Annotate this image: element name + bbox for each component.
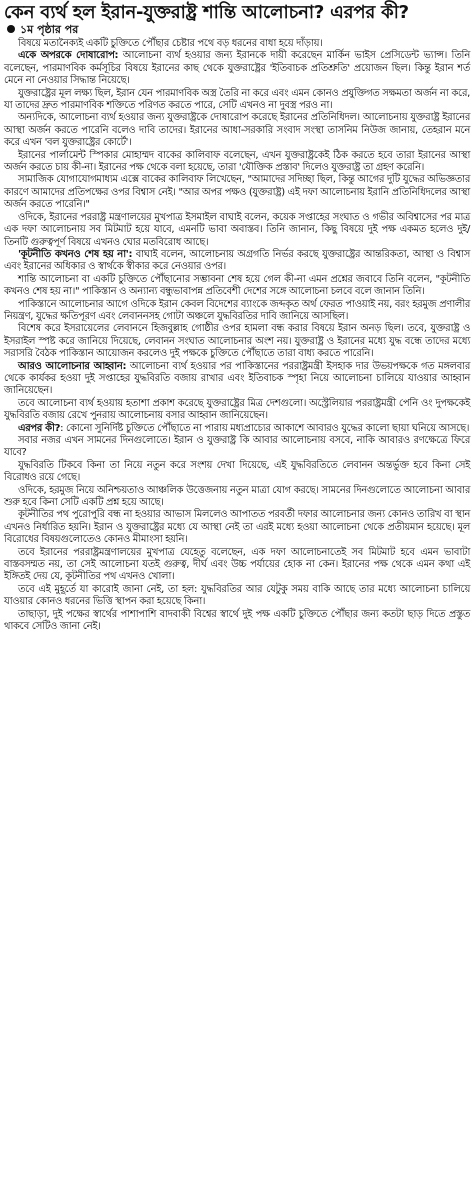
paragraph [4, 212, 470, 249]
subheading: একে অপরকে দোষারোপ: [18, 50, 119, 62]
paragraph [4, 50, 470, 87]
paragraph-text: সবার নজর এখন সামনের দিনগুলোতে। ইরান ও যুক্তরাষ্ট্র কি আবার আলোচনায় বসবে, নাকি আবারও রণক্ষেত্রে ফিরে যাবে? [4, 435, 470, 459]
paragraph-text: আলোচনা ব্যর্থ হওয়ার পর পাকিস্তানের পররাষ্ট্রমন্ত্রী ইসহাক দার উভয়পক্ষকে গত মঙ্গলবার থেকে কার্যকর হওয়া দুই সপ্তাহের যুদ্ধবিরতি বজায় রাখার এবং ইতিবাচক স্পৃহা নিয়ে আলোচনা চালিয়ে যাওয়ার আহ্বান জানিয়েছেন। [4, 360, 470, 397]
paragraph [4, 38, 470, 50]
paragraph-text: ইরানের পার্লামেন্ট স্পিকার মোহাম্মদ বাকের কালিবাফ বলেছেন, এখন যুক্তরাষ্ট্রকেই ঠিক করতে হবে তারা ইরানের আস্থা অর্জন করতে চায় কী-না। ইরানের পক্ষ থেকে বলা হয়েছে, তারা 'যৌক্তিক প্রস্তাব' দিলেও যুক্তরাষ্ট্র তা গ্রহণ করেনি। [4, 149, 470, 174]
paragraph-text: তাছাড়া, দুই পক্ষের স্বার্থের পাশাপাশি বাদবাকী বিশ্বের স্বার্থে দুই পক্ষ একটি চুক্তিতে পৌঁছার জন্য কতটা ছাড় দিতে প্রস্তুত থাকবে সেটিও জানা নেই। [4, 608, 470, 633]
paragraph-text: অন্যদিকে, আলোচনা ব্যর্থ হওয়ার জন্য যুক্তরাষ্ট্রকে দোষারোপ করেছে ইরানের প্রতিনিধিদল। আলোচনায় যুক্তরাষ্ট্র ইরানের আস্থা অর্জন করতে পারেনি বলেও দাবি তাদের। ইরানের আধা-সরকারি সংবাদ সংস্থা তাসনিম নিউজ জানায়, তেহরান মনে করে এখন 'বল যুক্তরাষ্ট্রের কোর্টে'। [4, 112, 470, 149]
paragraph [4, 460, 470, 485]
paragraph [4, 398, 470, 423]
paragraph [4, 299, 470, 324]
paragraph [4, 361, 470, 398]
paragraph [4, 509, 470, 546]
subheading: এরপর কী? [18, 422, 61, 434]
paragraph [4, 323, 470, 360]
paragraph [4, 485, 470, 510]
paragraph [4, 435, 470, 460]
paragraph-text: তবে আলোচনা ব্যর্থ হওয়ায় হতাশা প্রকাশ করেছে যুক্তরাষ্ট্রের মিত্র দেশগুলো। অস্ট্রেলিয়ার পররাষ্ট্রমন্ত্রী পেনি ওং দুপক্ষকেই যুদ্ধবিরতি বজায় রেখে পুনরায় আলোচনায় বসার আহ্বান জানিয়েছেন। [4, 397, 470, 422]
paragraph [4, 423, 470, 435]
paragraph-text: সামাজিক যোগাযোগমাধ্যম এক্সে বাকের কালিবাফ লিখেছেন, "আমাদের সদিচ্ছা ছিল, কিন্তু আগের দুটি যুদ্ধের অভিজ্ঞতার কারণে আমাদের প্রতিপক্ষের ওপর বিশ্বাস নেই। "আর অপর পক্ষও (যুক্তরাষ্ট্র) এই দফা আলোচনায় ইরানি প্রতিনিধিদলের আস্থা অর্জন করতে পারেনি।" [4, 174, 470, 211]
paragraph [4, 274, 470, 299]
paragraph-text: পাকিস্তানে আলোচনার আগে ওদিকে ইরান কেবল বিদেশের ব্যাংকে জব্দকৃত অর্থ ফেরত পাওয়াই নয়, বরং হরমুজ প্রণালীর নিয়ন্ত্রণ, যুদ্ধের ক্ষতিপূরণ এবং লেবাননসহ গোটা অঞ্চলে যুদ্ধবিরতির দাবি জানিয়ে আসছিল। [4, 298, 470, 322]
paragraph [4, 112, 470, 149]
paragraph-text: : কোনো সুনির্দিষ্ট চুক্তিতে পৌঁছাতে না পারায় মধ্যপ্রাচ্যের আকাশে আবারও যুদ্ধের কালো ছায়া ঘনিয়ে আসছে। [60, 422, 470, 434]
paragraph [4, 584, 470, 609]
bullet-icon [7, 25, 15, 33]
paragraph-text: তবে ইরানের পররাষ্ট্রমন্ত্রণালয়ের মুখপাত্র যেহেতু বলেছেন, এক দফা আলোচনাতেই সব মিটমাট হবে এমন ভাবাটা বাস্তবসম্মত নয়, তা সেই আলোচনা যতই গুরুত্ব, দীর্ঘ এবং উচ্চ পর্যায়ের হোক না কেন। ইরানের পক্ষ থেকে এমন কথা এই ইঙ্গিতই দেয় যে, কূটনীতির পথ এখনও খোলা। [4, 546, 470, 583]
paragraph [4, 249, 470, 274]
paragraph [4, 174, 470, 211]
paragraph-text: বিশেষ করে ইসরায়েলের লেবাননে হিজবুল্লাহ গোষ্ঠীর ওপর হামলা বন্ধ করার বিষয়ে ইরান অনড় ছিল। তবে, যুক্তরাষ্ট্র ও ইসরাইল স্পষ্ট করে জানিয়ে দিয়েছে, লেবানন সংঘাত আলোচনার অংশ নয়। যুক্তরাষ্ট্র ও ইরানের মধ্যে যুদ্ধ বন্ধে তাদের মধ্যে সরাসরি বৈঠক পাকিস্তান আয়োজন করলেও দুই পক্ষকে চুক্তিতে পৌঁছাতে তারা বাধ্য করতে পারেনি। [4, 323, 470, 360]
paragraph-text: বাঘাই বলেন, আলোচনায় অগ্রগতি নির্ভর করছে যুক্তরাষ্ট্রের আন্তরিকতা, আস্থা ও বিশ্বাস এবং ইরানের অধিকার ও স্বার্থকে স্বীকার করে নেওয়ার ওপর। [4, 248, 470, 273]
paragraph-text: ওদিকে, হরমুজ নিয়ে অনিশ্চয়তাও আঞ্চলিক উত্তেজনায় নতুন মাত্রা যোগ করছে। সামনের দিনগুলোতে আলোচনা আবার শুরু হবে কিনা সেটি একটি প্রশ্ন হয়ে আছে। [4, 484, 470, 509]
subheading: 'কূটনীতি কখনও শেষ হয় না': [18, 248, 133, 260]
headline: কেন ব্যর্থ হল ইরান-যুক্তরাষ্ট্র শান্তি আলোচনা? এরপর কী? [4, 2, 409, 23]
paragraph-text: যুক্তরাষ্ট্রের মূল লক্ষ্য ছিল, ইরান যেন পারমাণবিক অস্ত্র তৈরি না করে এবং এমন কোনও প্রযুক্তিগত সক্ষমতা অর্জন না করে, যা তাদের দ্রুত পারমাণবিক শক্তিতে পরিণত করতে পারে, সেটি এখনও না দুবস্ত্র পরও না। [4, 87, 470, 112]
continued-marker [4, 23, 470, 37]
paragraph [4, 609, 470, 634]
paragraph-text: শান্তি আলোচনা বা একটি চুক্তিতে পৌঁছানোর সম্ভাবনা শেষ হয়ে গেল কী-না এমন প্রশ্নের জবাবে তিনি বলেন, "কূটনীতি কখনও শেষ হয় না।" পাকিস্তান ও অন্যান্য বন্ধুভাবাপন্ন প্রতিবেশী দেশের সঙ্গে আলোচনা চলবে বলে জানান তিনি। [4, 273, 470, 298]
continued-label: ১ম পৃষ্ঠার পর [20, 23, 79, 36]
paragraph-text: বিষয়ে মতানৈক্যই একটি চুক্তিতে পৌঁছার চেষ্টার পথে বড় ধরনের বাধা হয়ে দাঁড়ায়। [18, 38, 323, 49]
paragraph-text: তবে এই মুহূর্তে যা কারোই জানা নেই, তা হল: যুদ্ধবিরতির আর যেটুকু সময় বাকি আছে তার মধ্যে আলোচনা চালিয়ে যাওয়ার কোনও ধরনের ভিত্তি স্থাপন করা হয়েছে কিনা। [4, 583, 470, 608]
paragraph-text: ওদিকে, ইরানের পররাষ্ট্র মন্ত্রণালয়ের মুখপাত্র ইসমাইল বাঘাই বলেন, কয়েক সপ্তাহের সংঘাত ও গভীর অবিশ্বাসের পর মাত্র এক দফা আলোচনায় সব মিটমাট হয়ে যাবে, এমনটি ভাবা অবাস্তব। তিনি জানান, কিছু বিষয়ে দুই পক্ষ একমত হলেও দুই/তিনটি গুরুত্বপূর্ণ বিষয়ে এখনও ঘোর মতবিরোধ আছে। [4, 211, 470, 248]
subheading: আরও আলোচনার আহ্বান: [18, 360, 127, 372]
paragraph [4, 88, 470, 113]
paragraph-text: কূটনীতির পথ পুরোপুরি বন্ধ না হওয়ার আভাস মিললেও আপাতত পরবর্তী দফার আলোচনার জন্য কোনও তারিখ বা স্থান এখনও নির্ধারিত হয়নি। ইরান ও যুক্তরাষ্ট্রের মধ্যে যে আস্থা নেই তা এরই মধ্যে হওয়া আলোচনা থেকে প্রতীয়মান হয়েছে। মূল বিরোধের বিষয়গুলোতেও কোনও মীমাংসা হয়নি। [4, 509, 470, 546]
paragraph [4, 547, 470, 584]
paragraph-text: যুদ্ধবিরতি টিকবে কিনা তা নিয়ে নতুন করে সংশয় দেখা দিয়েছে, এই যুদ্ধবিরতিতে লেবানন অন্তর্ভুক্ত হবে কিনা সেই বিরোধও রয়ে গেছে। [4, 459, 470, 484]
paragraph [4, 150, 470, 175]
article-body [4, 38, 470, 634]
paragraph-text: আলোচনা ব্যর্থ হওয়ার জন্য ইরানকে দায়ী করেছেন মার্কিন ভাইস প্রেসিডেন্ট ভ্যান্স। তিনি বলেছেন, পারমাণবিক কর্মসূচির বিষয়ে ইরানের কাছ থেকে যুক্তরাষ্ট্রের 'ইতিবাচক প্রতিশ্রুতি' প্রয়োজন ছিল। কিন্তু ইরান শর্ত মেনে না নেওয়ার সিদ্ধান্ত নিয়েছে। [4, 50, 470, 87]
